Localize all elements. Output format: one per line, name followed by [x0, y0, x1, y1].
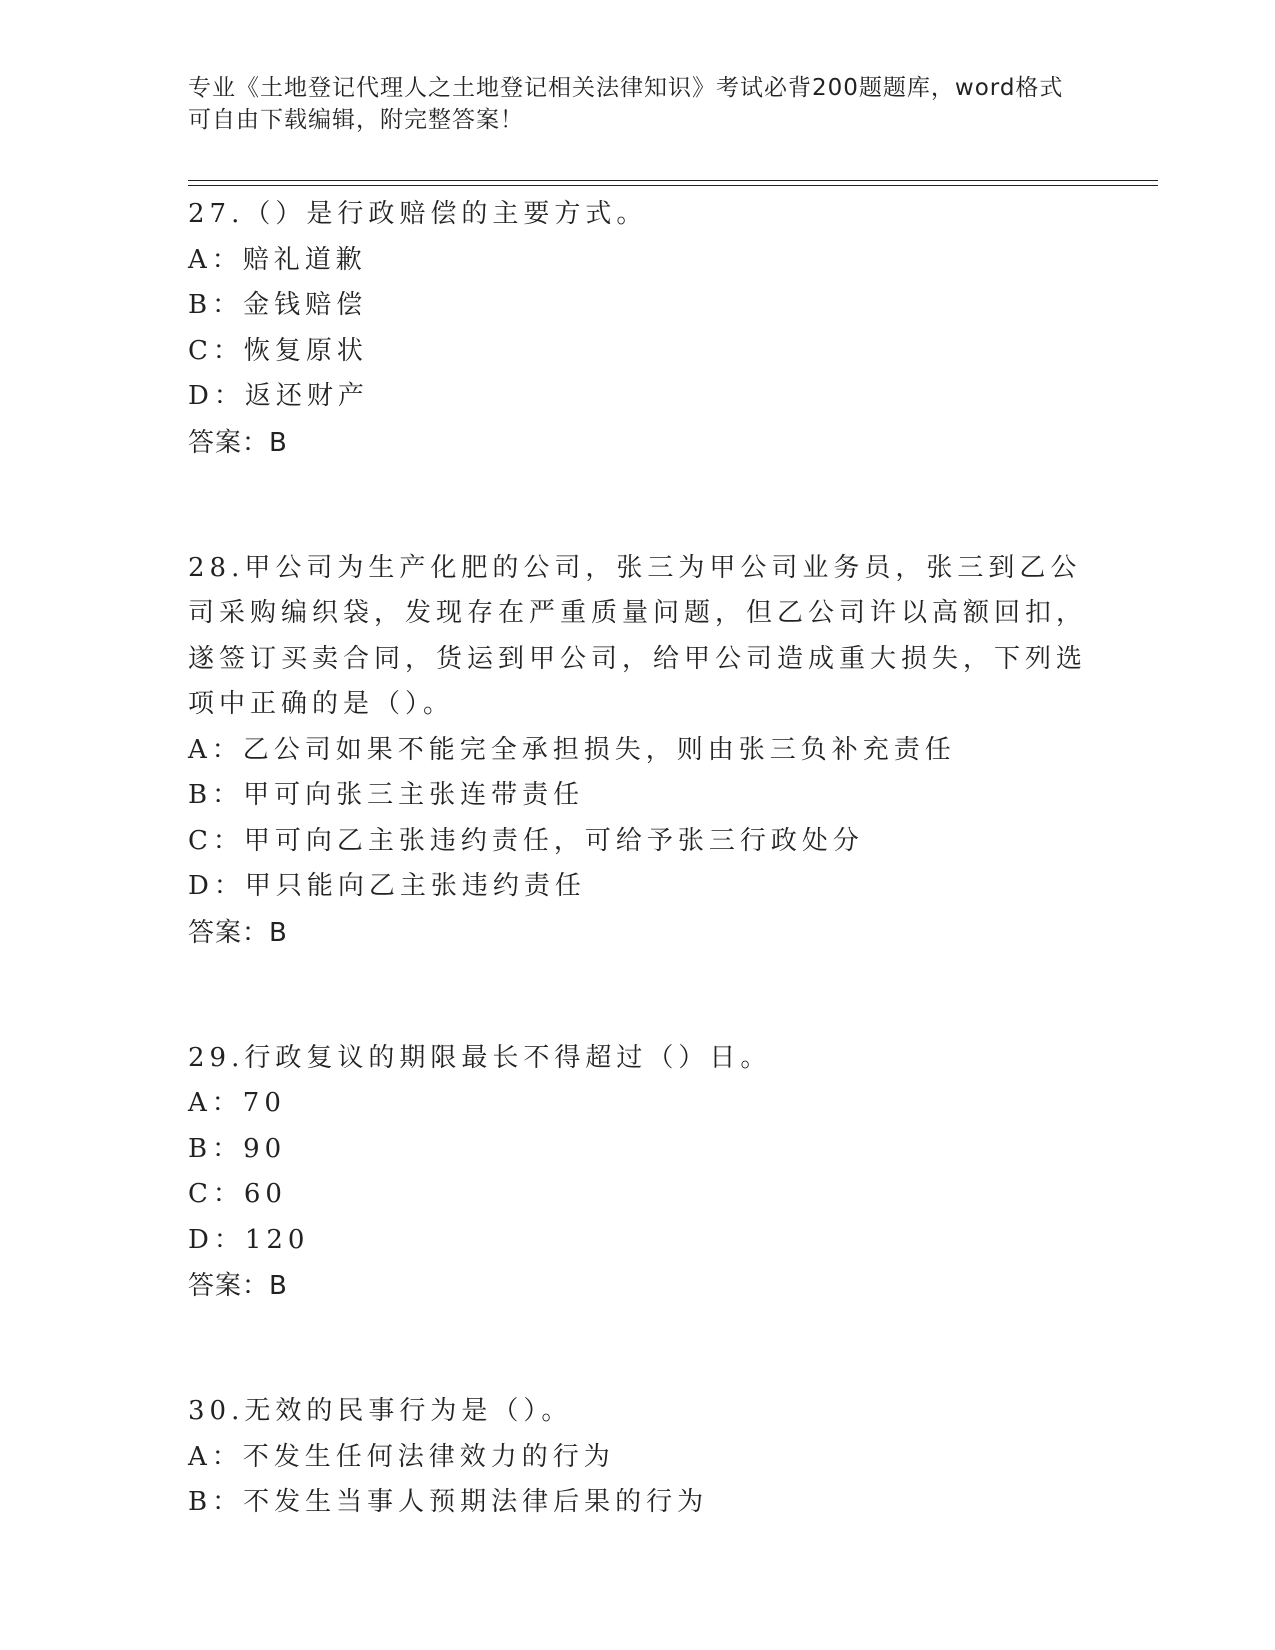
question-list: [188, 192, 1088, 1526]
header-rule-top: [188, 180, 1158, 181]
question-30: [188, 1389, 1088, 1526]
option-b: B：90: [188, 1133, 287, 1164]
option-d: D：返还财产: [188, 381, 369, 411]
document-header: 专业《土地登记代理人之土地登记相关法律知识》考试必背200题题库，word格式可自由下载编辑，附完整答案！: [188, 75, 1064, 133]
option-b: B：不发生当事人预期法律后果的行为: [188, 1487, 709, 1517]
option-a: A：不发生任何法律效力的行为: [188, 1441, 615, 1472]
question-stem: 27.（）是行政赔偿的主要方式。: [188, 199, 648, 229]
option-d: D：甲只能向乙主张违约责任: [188, 871, 586, 901]
answer: 答案：B: [188, 1271, 288, 1301]
question-28: [188, 546, 1088, 956]
option-a: A：乙公司如果不能完全承担损失，则由张三负补充责任: [188, 734, 956, 765]
answer: 答案：B: [188, 427, 288, 458]
question-stem: 29.行政复议的期限最长不得超过（）日。: [188, 1042, 772, 1073]
answer: 答案：B: [188, 917, 288, 948]
option-b: B：金钱赔偿: [188, 290, 368, 320]
question-29: [188, 1036, 1088, 1310]
question-stem: 28.甲公司为生产化肥的公司，张三为甲公司业务员，张三到乙公司采购编织袋，发现存在严重质量问题，但乙公司许以高额回扣，遂签订买卖合同，货运到甲公司，给甲公司造成重大损失，下列选项中正确的是（）。: [188, 552, 1088, 719]
header-rule-bottom: [188, 185, 1158, 186]
option-a: A：70: [188, 1088, 286, 1118]
question-27: [188, 192, 1088, 466]
option-a: A：赔礼道歉: [188, 244, 367, 275]
option-c: C：恢复原状: [188, 335, 368, 366]
option-c: C：甲可向乙主张违约责任，可给予张三行政处分: [188, 825, 864, 856]
question-stem: 30.无效的民事行为是（）。: [188, 1396, 573, 1426]
option-d: D：120: [188, 1224, 310, 1255]
option-b: B：甲可向张三主张连带责任: [188, 780, 585, 810]
option-c: C：60: [188, 1179, 287, 1209]
